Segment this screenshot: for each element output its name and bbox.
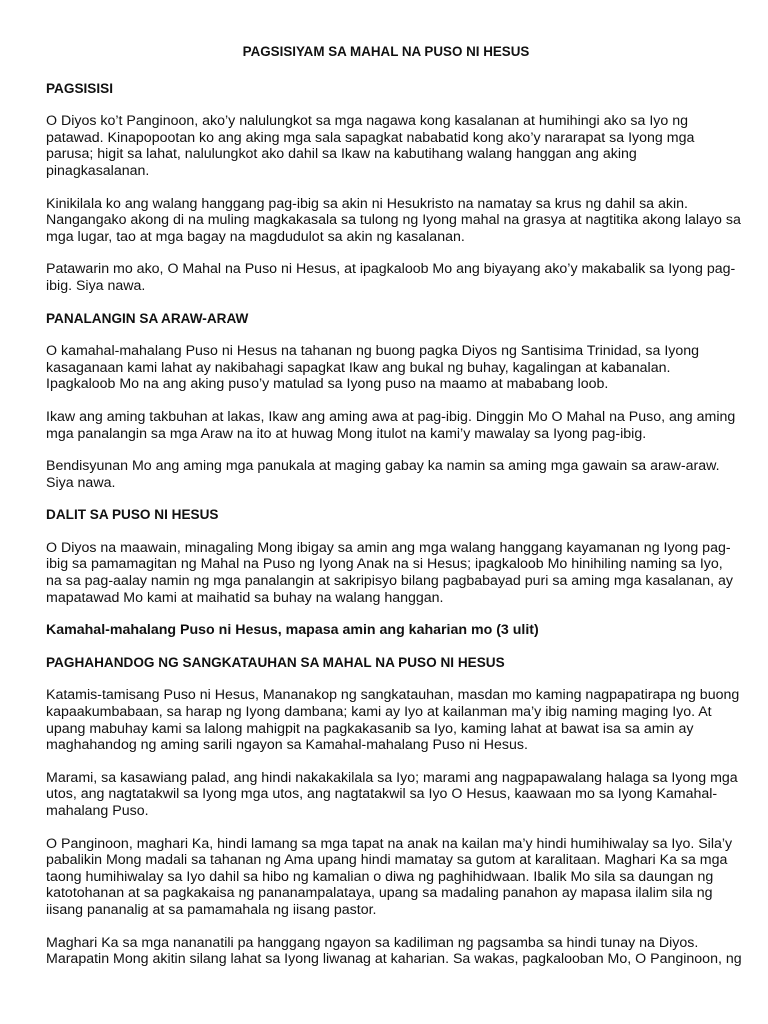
paragraph [46, 113, 726, 179]
text-line: katotohanan at sa pagkakaisa ng pananampalataya, upang sa madaling panahon ay mapasa ilalim sila ng [46, 885, 713, 902]
text-line: kasaganaan kami lahat ay nakibahagi sapagkat Ikaw ang bukal ng buhay, kagalingan at kabanalan. [46, 359, 671, 376]
text-line: iisang pananalig at sa pamamahala ng iisang pastor. [46, 901, 377, 918]
text-line: mahalang Puso. [46, 803, 149, 819]
text-line: parusa; higit sa lahat, nalulungkot ako dahil sa Ikaw na kabutihang walang hanggan ang aking [46, 146, 637, 163]
paragraph [46, 458, 726, 491]
text-line: O Panginoon, maghari Ka, hindi lamang sa mga tapat na anak na kailan ma’y hindi humihiwalay sa Iyo. Sila’y [46, 835, 733, 852]
text-line: mapatawad Mo kami at maihatid sa buhay na walang hanggan. [46, 589, 444, 606]
text-line: maghahandog ng aming sarili ngayon sa Kamahal-mahalang Puso ni Hesus. [46, 737, 528, 754]
document-title: PAGSISIYAM SA MAHAL NA PUSO NI HESUS [242, 44, 530, 59]
text-line: Maghari Ka sa mga nananatili pa hanggang ngayon sa kadiliman ng pagsamba sa hindi tunay na Diyos. [46, 934, 699, 951]
section-heading-paghahandog: PAGHAHANDOG NG SANGKATAUHAN SA MAHAL NA PUSO NI HESUS [46, 654, 505, 670]
text-line: pinagkasalanan. [46, 162, 150, 179]
text-line: utos, ang nagtatakwil sa Iyong mga utos, ang nagtatakwil sa Iyo O Hesus, kaawaan mo sa Iyong Kamahal- [46, 786, 718, 803]
paragraph [46, 687, 740, 754]
text-line: Bendisyunan Mo ang aming mga panukala at maging gabay ka namin sa aming mga gawain sa araw-araw. [46, 458, 720, 475]
text-line: mga panalangin sa mga Araw na ito at huwag Mong itulot na kami’y mawalay sa Iyong pag-ibig. [46, 425, 647, 442]
text-line: Ikaw ang aming takbuhan at lakas, Ikaw ang aming awa at pag-ibig. Dinggin Mo O Mahal na Puso, ang aming [46, 408, 736, 425]
text-line: mga lugar, tao at mga bagay na magdudulot sa akin ng kasalanan. [46, 228, 465, 245]
text-line: patawad. Kinapopootan ko ang aking mga sala sapagkat nababatid kong ako’y nararapat sa Iyong mga [46, 129, 695, 146]
text-line: O Diyos na maawain, minagaling Mong ibigay sa amin ang mga walang hanggang kayamanan ng Iyong pag- [46, 539, 731, 556]
section-heading-pagsisisi: PAGSISISI [46, 80, 113, 96]
paragraph [46, 835, 733, 919]
document-page [46, 44, 742, 984]
text-line: Patawarin mo ako, O Mahal na Puso ni Hesus, at ipagkaloob Mo ang biyayang ako’y makabalik sa Iyong pag- [46, 261, 736, 278]
paragraph [46, 343, 726, 393]
section-heading-dalit: DALIT SA PUSO NI HESUS [46, 507, 219, 523]
refrain-line: Kamahal-mahalang Puso ni Hesus, mapasa amin ang kaharian mo (3 ulit) [46, 622, 539, 639]
text-line: kapaakumbabaan, sa harap ng Iyong dambana; kami ay Iyo at kailanman ma’y ibig naming maging Iyo. At [46, 704, 712, 721]
paragraph [46, 769, 738, 820]
text-line: na sa pag-aalay namin ng mga panalangin at sakripisyo bilang pagbabayad puri sa aming mga kasalanan, ay [46, 573, 733, 590]
text-line: Marapatin Mong akitin silang lahat sa Iyong liwanag at kaharian. Sa wakas, pagkalooban Mo, O Panginoon, ng [46, 951, 742, 968]
text-line: pabalikin Mong madali sa tahanan ng Ama upang hindi mamatay sa gutom at karalitaan. Maghari Ka sa mga [46, 852, 728, 869]
text-line: O Diyos ko’t Panginoon, ako’y nalulungkot sa mga nagawa kong kasalanan at humihingi ako sa Iyo ng [46, 113, 688, 130]
paragraph [46, 261, 736, 294]
text-line: Kinikilala ko ang walang hanggang pag-ibig sa akin ni Hesukristo na namatay sa krus ng dahil sa akin. [46, 195, 688, 212]
section-heading-panalangin: PANALANGIN SA ARAW-ARAW [46, 310, 249, 326]
text-line: O kamahal-mahalang Puso ni Hesus na tahanan ng buong pagka Diyos ng Santisima Trinidad, sa Iyong [46, 343, 700, 360]
paragraph [46, 934, 742, 968]
text-line: ibig. Siya nawa. [46, 277, 146, 294]
paragraph [46, 195, 741, 246]
paragraph [46, 539, 733, 606]
text-line: Katamis-tamisang Puso ni Hesus, Mananakop ng sangkatauhan, masdan mo kaming nagpapatirapa ng buong [46, 687, 740, 704]
text-line: Siya nawa. [46, 474, 116, 491]
text-line: upang mabuhay kami sa lalong mahigpit na pagkakasanib sa Iyo, kaming lahat at bawat isa sa amin ay [46, 720, 694, 737]
text-line: Ipagkaloob Mo na ang aking puso’y matulad sa Iyong puso na maamo at mababang loob. [46, 376, 609, 393]
text-line: Nangangako akong di na muling magkakasala sa tulong ng Iyong mahal na grasya at nagtitika akong lalayo sa [46, 212, 741, 229]
paragraph [46, 408, 736, 442]
text-line: Marami, sa kasawiang palad, ang hindi nakakakilala sa Iyo; marami ang nagpapawalang halaga sa Iyong mga [46, 769, 738, 786]
text-line: taong humihiwalay sa Iyo dahil sa hibo ng kamalian o diwa ng paghihidwaan. Ibalik Mo sila sa daungan ng [46, 868, 714, 885]
text-line: ibig sa pamamagitan ng Mahal na Puso ng Iyong Anak na si Hesus; ipagkaloob Mo hinihiling naming sa Iyo, [46, 556, 723, 573]
